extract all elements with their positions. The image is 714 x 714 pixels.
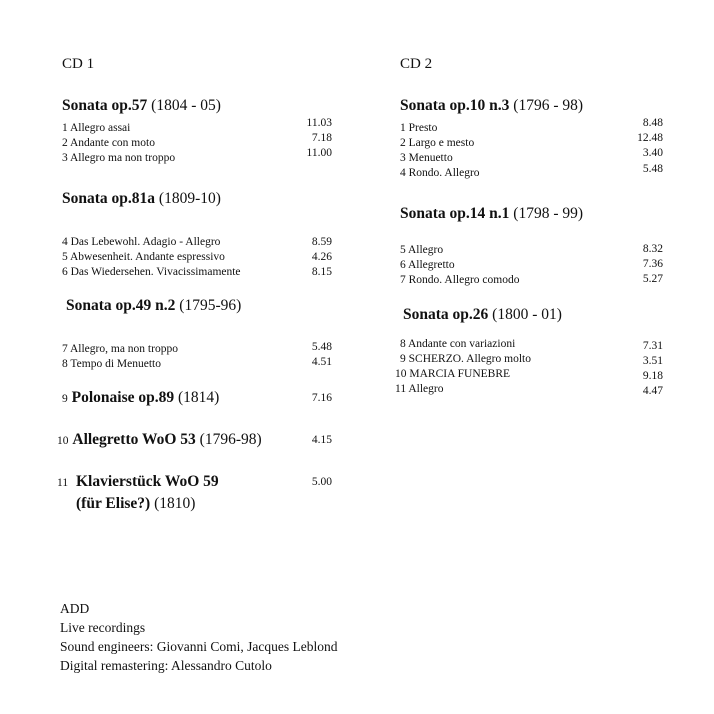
track-title: 6 Das Wiedersehen. Vivacissimamente xyxy=(62,266,241,278)
track-title: 5 Abwesenheit. Andante espressivo xyxy=(62,251,225,263)
track-duration: 4.51 xyxy=(311,356,332,368)
track-duration: 3.51 xyxy=(642,355,663,367)
track-duration: 11.03 xyxy=(306,117,332,129)
work-name: Sonata op.49 n.2 xyxy=(66,297,176,314)
work-title-sonata-op10 xyxy=(400,97,583,115)
track-duration: 7.31 xyxy=(642,340,663,352)
track-title: 8 Andante con variazioni xyxy=(400,338,516,350)
track-duration: 7.36 xyxy=(642,258,663,270)
track-number: 9 xyxy=(62,393,68,405)
work-years: (1810) xyxy=(150,495,196,512)
work-name: Klavierstück WoO 59 xyxy=(76,473,219,490)
work-years: (1814) xyxy=(174,389,220,406)
work-name-line2: (für Elise?) xyxy=(76,495,151,512)
work-name: Allegretto WoO 53 xyxy=(72,431,196,448)
track-duration: 4.26 xyxy=(311,251,332,263)
work-title-sonata-op81a xyxy=(62,190,221,208)
track-title: 7 Rondo. Allegro comodo xyxy=(400,274,520,286)
track-title: 1 Presto xyxy=(400,122,438,134)
cd1-heading: CD 1 xyxy=(62,56,95,72)
track-title: 2 Largo e mesto xyxy=(400,137,475,149)
track-duration: 5.48 xyxy=(642,163,663,175)
footer-sound-engineers: Sound engineers: Giovanni Comi, Jacques Leblond xyxy=(60,639,338,654)
track-duration: 8.15 xyxy=(311,266,332,278)
track-duration: 8.48 xyxy=(642,117,663,129)
track-title: 2 Andante con moto xyxy=(62,137,155,149)
work-years: (1795-96) xyxy=(175,297,242,314)
track-title: 8 Tempo di Menuetto xyxy=(62,358,161,370)
work-years: (1809-10) xyxy=(155,190,221,207)
work-title-sonata-op49 xyxy=(66,297,241,315)
track-title: 6 Allegretto xyxy=(400,259,455,271)
work-years: (1804 - 05) xyxy=(147,97,221,114)
work-title-polonaise xyxy=(62,389,219,407)
work-name: Sonata op.81a xyxy=(62,190,156,207)
work-title-sonata-op26 xyxy=(403,306,562,324)
work-title-sonata-op57 xyxy=(62,97,221,115)
track-duration: 5.00 xyxy=(311,476,332,488)
work-title-sonata-op14 xyxy=(400,205,583,223)
work-years: (1798 - 99) xyxy=(509,205,584,222)
work-name: Sonata op.14 n.1 xyxy=(400,205,510,222)
footer-live-recordings: Live recordings xyxy=(60,620,146,635)
track-duration: 8.32 xyxy=(642,243,663,255)
track-duration: 3.40 xyxy=(642,147,663,159)
track-title: 11 Allegro xyxy=(395,383,444,395)
work-title-klavierstueck xyxy=(76,473,219,491)
track-title: 10 MARCIA FUNEBRE xyxy=(395,368,511,380)
track-title: 5 Allegro xyxy=(400,244,444,256)
track-duration: 9.18 xyxy=(642,370,663,382)
track-duration: 5.27 xyxy=(642,273,663,285)
track-title: 9 SCHERZO. Allegro molto xyxy=(400,353,531,365)
work-name: Sonata op.57 xyxy=(62,97,148,114)
work-name: Sonata op.26 xyxy=(403,306,489,323)
track-duration: 11.00 xyxy=(306,147,332,159)
track-duration: 7.16 xyxy=(311,392,332,404)
track-number: 10 xyxy=(57,435,69,447)
track-title: 3 Allegro ma non troppo xyxy=(62,152,176,164)
track-title: 4 Rondo. Allegro xyxy=(400,167,480,179)
work-years: (1800 - 01) xyxy=(488,306,562,323)
work-name: Polonaise op.89 xyxy=(71,389,175,406)
track-duration: 5.48 xyxy=(311,341,332,353)
track-duration: 8.59 xyxy=(311,236,332,248)
track-duration: 12.48 xyxy=(637,132,663,144)
track-title: 1 Allegro assai xyxy=(62,122,131,134)
track-title: 7 Allegro, ma non troppo xyxy=(62,343,178,355)
cd2-heading: CD 2 xyxy=(400,56,433,72)
work-years: (1796 - 98) xyxy=(509,97,584,114)
work-subtitle-fuer-elise xyxy=(76,495,195,513)
track-title: 3 Menuetto xyxy=(400,152,453,164)
track-number: 11 xyxy=(57,477,69,489)
footer-digital-remastering: Digital remastering: Alessandro Cutolo xyxy=(60,658,272,673)
work-name: Sonata op.10 n.3 xyxy=(400,97,510,114)
track-title: 4 Das Lebewohl. Adagio - Allegro xyxy=(62,236,221,248)
track-duration: 4.47 xyxy=(642,385,663,397)
work-years: (1796-98) xyxy=(195,431,262,448)
work-title-allegretto xyxy=(57,431,262,449)
footer-add: ADD xyxy=(60,601,90,616)
track-duration: 4.15 xyxy=(311,434,332,446)
track-duration: 7.18 xyxy=(311,132,332,144)
